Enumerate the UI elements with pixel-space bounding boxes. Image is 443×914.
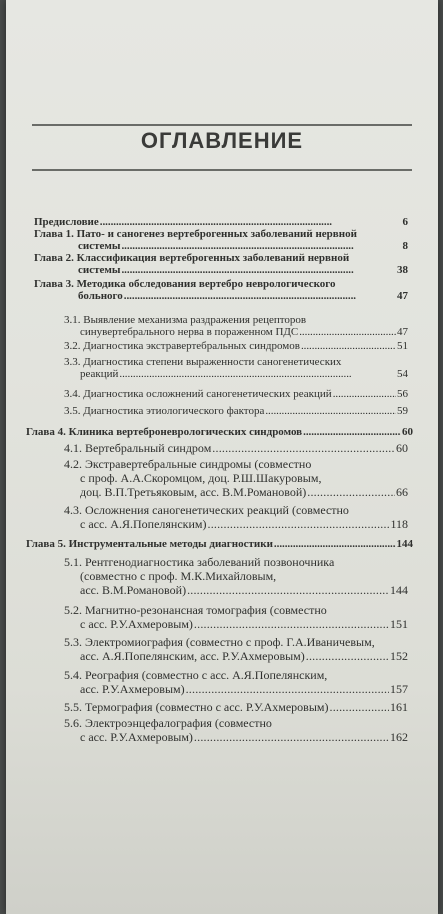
dot-leader [119,368,396,380]
toc-entry [34,228,408,252]
toc-entry-text: больного [78,290,123,302]
toc-entry [64,457,408,499]
toc-entry [26,426,413,438]
toc-entry [64,356,408,380]
toc-entry-text: (совместно с проф. М.К.Михайловым, [80,569,277,583]
top-rule [32,124,412,126]
toc-entry-text: Глава 5. Инструментальные методы диагностики [26,538,273,550]
toc-page-number: 8 [402,240,408,252]
dot-leader [330,700,390,714]
toc-entry-text: Предисловие [34,216,99,228]
toc-entry-text: синувертебрального нерва в пораженном ПДС [80,326,299,338]
dot-leader [274,538,396,550]
toc-entry-text: 5.2. Магнитно-резонансная томография (совместно [64,603,327,617]
dot-leader [208,517,390,531]
toc-entry [64,314,408,338]
dot-leader [333,388,396,400]
toc-entry-text: асс. А.Я.Попелянским, асс. Р.У.Ахмеровым) [80,649,305,663]
toc-entry-text: 5.6. Электроэнцефалография (совместно [64,716,272,730]
toc-entry-text: асс. Р.У.Ахмеровым) [80,682,185,696]
toc-entry [64,441,408,455]
toc-entry [34,216,408,228]
toc-entry-text: асс. В.М.Романовой) [80,583,187,597]
toc-entry-text: системы [78,264,121,276]
dot-leader [299,326,396,338]
toc-page-number: 152 [390,649,408,663]
toc-entry-text: доц. В.П.Третьяковым, асс. В.М.Романовой) [80,485,307,499]
dot-leader [100,216,402,228]
toc-page-number: 118 [390,517,408,531]
page-title: ОГЛАВЛЕНИЕ [140,128,304,153]
toc-entry-text: 5.4. Реография (совместно с асс. А.Я.Попелянским, [64,668,328,682]
toc-entry [64,635,408,663]
toc-entry-text: 4.3. Осложнения саногенетических реакций (совместно [64,503,349,517]
toc-page-number: 157 [390,682,408,696]
toc-entry-text: 3.2. Диагностика экстравертебральных синдромов [64,340,300,352]
toc-entry-text: Глава 1. Пато- и саногенез вертеброгенных заболеваний нервной [34,228,357,240]
toc-entry-text: 3.1. Выявление механизма раздражения рецепторов [64,314,307,326]
dot-leader [303,426,401,438]
dot-leader [307,485,395,499]
toc-page-number: 38 [397,264,408,276]
toc-entry-text: 4.1. Вертебральный синдром [64,441,212,455]
toc-page-number: 6 [402,216,408,228]
toc-page-number: 47 [397,326,408,338]
dot-leader [194,730,389,744]
toc-page-number: 66 [396,485,408,499]
toc-entry [64,555,408,597]
dot-leader [306,649,389,663]
toc-page-number: 54 [397,368,408,380]
toc-page-number: 56 [397,388,408,400]
toc-entry-text: 3.5. Диагностика этиологического фактора [64,405,265,417]
toc-entry [64,340,408,352]
toc-page-number: 144 [396,538,413,550]
toc-page-number: 60 [402,426,413,438]
toc-entry [64,668,408,696]
toc-entry-text: с асс. Р.У.Ахмеровым) [80,730,193,744]
bottom-rule [32,169,412,171]
toc-entry-text: 5.3. Электромиография (совместно с проф. Г.А.Иваничевым, [64,635,375,649]
toc-page-number: 162 [390,730,408,744]
toc-entry [64,388,408,400]
toc-page-number: 47 [397,290,408,302]
toc-page-number: 144 [390,583,408,597]
toc-entry-text: Глава 3. Методика обследования вертебро неврологического [34,278,336,290]
toc-entry-text: реакций [80,368,119,380]
toc-page-number: 60 [396,441,408,455]
toc-entry-text: с асс. Р.У.Ахмеровым) [80,617,193,631]
toc-entry-text: с проф. А.А.Скоромцом, доц. Р.Ш.Шакуровым, [80,471,322,485]
toc-page-number: 161 [390,700,408,714]
dot-leader [265,405,396,417]
dot-leader [124,290,396,302]
toc-entry-text: 3.3. Диагностика степени выраженности саногенетических [64,356,342,368]
toc-entry [64,603,408,631]
toc-page-number: 59 [397,405,408,417]
toc-entry [34,278,408,302]
toc-entry [64,405,408,417]
book-page [6,0,438,914]
toc-entry-text: с асс. А.Я.Попелянским) [80,517,207,531]
toc-entry-text: Глава 2. Классификация вертеброгенных заболеваний нервной [34,252,350,264]
dot-leader [187,583,389,597]
toc-entry [64,503,408,531]
toc-entry-text: 3.4. Диагностика осложнений саногенетических реакций [64,388,332,400]
dot-leader [194,617,389,631]
toc-page-number: 151 [390,617,408,631]
dot-leader [121,264,396,276]
dot-leader [121,240,401,252]
toc-entry-text: системы [78,240,121,252]
toc-page-number: 51 [397,340,408,352]
toc-entry [26,538,413,550]
toc-entry-text: 5.1. Рентгенодиагностика заболеваний позвоночника [64,555,335,569]
toc-entry-text: 5.5. Термография (совместно с асс. Р.У.Ахмеровым) [64,700,329,714]
toc-entry-text: Глава 4. Клиника вертеброневрологических синдромов [26,426,303,438]
toc-entry [34,252,408,276]
dot-leader [186,682,389,696]
toc-entry-text: 4.2. Экстравертебральные синдромы (совместно [64,457,312,471]
toc-entry [64,716,408,744]
dot-leader [301,340,396,352]
dot-leader [212,441,395,455]
toc-entry [64,700,408,714]
